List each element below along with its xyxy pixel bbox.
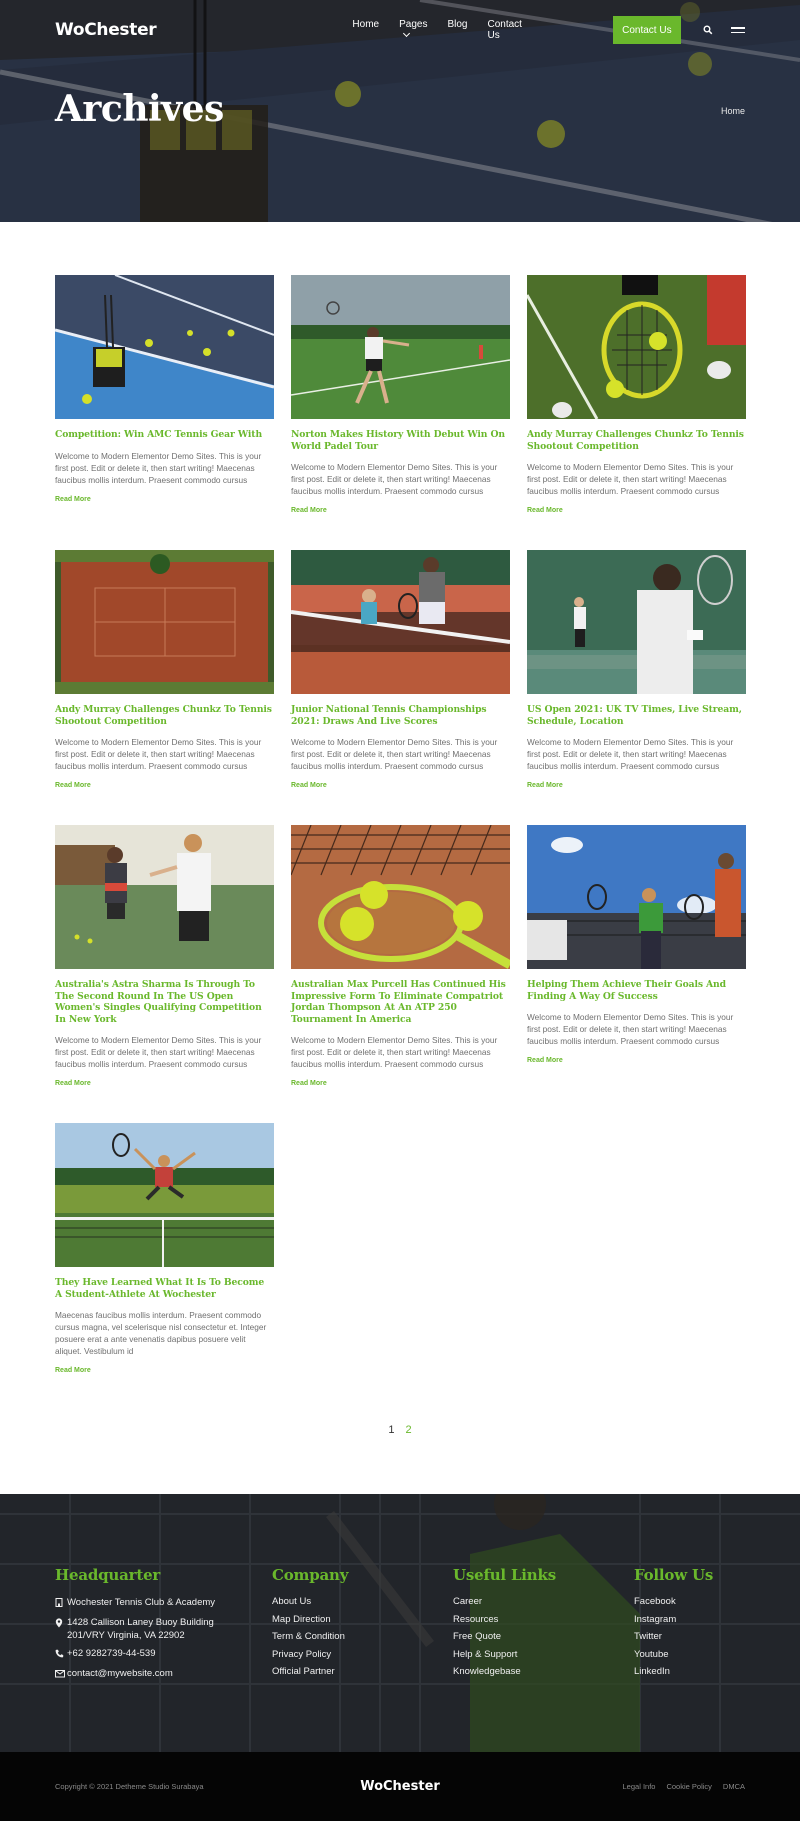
copyright-text: Copyright © 2021 Detheme Studio Surabaya (55, 1782, 204, 1791)
post-title[interactable]: Andy Murray Challenges Chunkz To Tennis Shootout Competition (55, 704, 272, 727)
nav-menu (352, 19, 522, 41)
post-thumbnail[interactable] (55, 825, 274, 969)
post-card (291, 550, 510, 791)
footer-heading: Headquarter (55, 1566, 161, 1584)
read-more-link[interactable]: Read More (291, 1080, 327, 1087)
read-more-link[interactable]: Read More (55, 782, 91, 789)
post-excerpt: Welcome to Modern Elementor Demo Sites. This is your first post. Edit or delete it, then start writing! Maecenas faucibus mollis interdum. Praesent commodo cursus (527, 462, 734, 496)
post-card (291, 275, 510, 516)
map-pin-icon (55, 1616, 67, 1632)
footer-link-knowledgebase[interactable]: Knowledgebase (453, 1666, 521, 1677)
pagination (55, 1410, 745, 1494)
footer-email-text: contact@mywebsite.com (67, 1668, 173, 1679)
post-card (527, 550, 746, 791)
site-footer (0, 1494, 800, 1752)
post-excerpt: Welcome to Modern Elementor Demo Sites. This is your first post. Edit or delete it, then start writing! Maecenas faucibus mollis interdum. Praesent commodo cursus (55, 1035, 262, 1069)
read-more-link[interactable]: Read More (527, 1057, 563, 1064)
hamburger-menu-icon[interactable] (731, 24, 745, 36)
footer-link-linkedin[interactable]: LinkedIn (634, 1666, 670, 1677)
post-card (55, 550, 274, 791)
post-title[interactable]: Australian Max Purcell Has Continued His Impressive Form To Eliminate Compatriot Jordan Thompson At An ATP 250 Tournament In America (291, 979, 506, 1025)
footer-link-instagram[interactable]: Instagram (634, 1613, 677, 1625)
footer-logo[interactable]: WoChester (360, 1779, 440, 1794)
nav-item-pages[interactable] (399, 19, 427, 41)
nav-item-contact-us[interactable]: Contact Us (487, 19, 522, 41)
site-logo[interactable]: WoChester (55, 20, 157, 40)
legal-links (623, 1782, 745, 1791)
footer-link-free-quote[interactable]: Free Quote (453, 1631, 502, 1642)
nav-item-blog[interactable]: Blog (447, 19, 468, 30)
footer-heading: Follow Us (634, 1566, 714, 1584)
post-card (55, 1123, 274, 1376)
posts-archive (0, 222, 800, 1494)
page-hero (0, 0, 800, 222)
footer-follow-us (634, 1566, 734, 1687)
footer-link-resources[interactable]: Resources (453, 1613, 499, 1625)
footer-club-name-text: Wochester Tennis Club & Academy (67, 1597, 216, 1608)
nav-item-pages-label: Pages (399, 19, 428, 30)
post-thumbnail[interactable] (55, 275, 274, 419)
phone-icon (55, 1647, 67, 1662)
footer-link-facebook[interactable]: Facebook (634, 1596, 676, 1607)
post-excerpt: Welcome to Modern Elementor Demo Sites. This is your first post. Edit or delete it, then start writing! Maecenas faucibus mollis interdum. Praesent commodo cursus (291, 462, 498, 496)
footer-address-text: 1428 Callison Laney Buoy Building 201/VRY Virginia, VA 22902 (67, 1617, 214, 1641)
footer-heading: Company (272, 1566, 349, 1584)
footer-email[interactable] (55, 1667, 272, 1682)
post-thumbnail[interactable] (291, 275, 510, 419)
footer-link-twitter[interactable]: Twitter (634, 1631, 662, 1642)
footer-club-name (55, 1596, 272, 1611)
post-card (527, 275, 746, 516)
building-icon (55, 1596, 67, 1611)
posts-grid (55, 275, 745, 1410)
footer-link-map-direction[interactable]: Map Direction (272, 1613, 331, 1625)
post-title[interactable]: Andy Murray Challenges Chunkz To Tennis Shootout Competition (527, 429, 744, 452)
chevron-down-icon (403, 30, 410, 37)
post-card (55, 825, 274, 1089)
post-title[interactable]: Norton Makes History With Debut Win On World Padel Tour (291, 429, 505, 452)
read-more-link[interactable]: Read More (55, 495, 91, 503)
footer-phone-text: +62 9282739-44-539 (67, 1648, 156, 1659)
read-more-link[interactable]: Read More (527, 782, 563, 789)
post-thumbnail[interactable] (291, 550, 510, 694)
legal-info-link[interactable]: Legal Info (622, 1782, 656, 1791)
main-navigation (55, 15, 745, 45)
post-thumbnail[interactable] (291, 825, 510, 969)
post-excerpt: Welcome to Modern Elementor Demo Sites. This is your first post. Edit or delete it, then start writing! Maecenas faucibus mollis interdum. Praesent commodo cursus (291, 737, 498, 771)
post-excerpt: Welcome to Modern Elementor Demo Sites. This is your first post. Edit or delete it, then start writing! Maecenas faucibus mollis interdum. Praesent commodo cursus (291, 1035, 498, 1069)
footer-link-official-partner[interactable]: Official Partner (272, 1666, 335, 1677)
search-icon[interactable] (703, 25, 713, 35)
post-excerpt: Welcome to Modern Elementor Demo Sites. This is your first post. Edit or delete it, then start writing! Maecenas faucibus mollis interdum. Praesent commodo cursus (527, 737, 734, 771)
post-thumbnail[interactable] (527, 275, 746, 419)
dmca-link[interactable]: DMCA (722, 1782, 745, 1791)
post-excerpt: Welcome to Modern Elementor Demo Sites. This is your first post. Edit or delete it, then start writing! Maecenas faucibus mollis interdum. Praesent commodo cursus (527, 1012, 734, 1046)
post-excerpt: Maecenas faucibus mollis interdum. Praesent commodo cursus magna, vel scelerisque nisl consectetur et. Integer posuere erat a ante venenatis dapibus posuere velit aliquet. Vestibulum id (55, 1310, 267, 1356)
page-number-current: 1 (388, 1424, 395, 1436)
post-title[interactable]: They Have Learned What It Is To Become A Student-Athlete At Wochester (55, 1277, 265, 1300)
post-excerpt: Welcome to Modern Elementor Demo Sites. This is your first post. Edit or delete it, then start writing! Maecenas faucibus mollis interdum. Praesent commodo cursus (55, 737, 262, 771)
footer-columns (55, 1566, 734, 1687)
breadcrumb[interactable]: Home (720, 106, 745, 116)
footer-link-privacy-policy[interactable]: Privacy Policy (272, 1648, 332, 1660)
footer-link-help-support[interactable]: Help & Support (453, 1648, 518, 1660)
footer-link-about-us[interactable]: About Us (272, 1596, 312, 1607)
post-card (55, 275, 274, 516)
post-card (527, 825, 746, 1089)
post-title[interactable]: Junior National Tennis Championships 2021: Draws And Live Scores (291, 704, 487, 727)
footer-company (272, 1566, 453, 1687)
read-more-link[interactable]: Read More (291, 507, 327, 514)
footer-bottom-bar (0, 1752, 800, 1821)
read-more-link[interactable]: Read More (55, 1367, 91, 1374)
post-thumbnail[interactable] (55, 1123, 274, 1267)
read-more-link[interactable]: Read More (291, 782, 327, 789)
page-number-link[interactable]: 2 (405, 1424, 412, 1436)
read-more-link[interactable]: Read More (527, 507, 563, 514)
footer-useful-links (453, 1566, 634, 1687)
post-title[interactable]: US Open 2021: UK TV Times, Live Stream, Schedule, Location (527, 704, 742, 727)
post-thumbnail[interactable] (527, 825, 746, 969)
post-thumbnail[interactable] (527, 550, 746, 694)
post-title[interactable]: Australia's Astra Sharma Is Through To The Second Round In The US Open Women's Singles Qualifying Competition In New York (55, 979, 262, 1025)
post-excerpt: Welcome to Modern Elementor Demo Sites. This is your first post. Edit or delete it, then start writing! Maecenas faucibus mollis interdum. Praesent commodo cursus (55, 450, 262, 485)
footer-link-term-condition[interactable]: Term & Condition (272, 1631, 345, 1642)
read-more-link[interactable]: Read More (55, 1080, 91, 1087)
email-icon (55, 1667, 67, 1682)
cookie-policy-link[interactable]: Cookie Policy (666, 1782, 712, 1791)
post-title[interactable]: Helping Them Achieve Their Goals And Finding A Way Of Success (527, 979, 726, 1002)
footer-link-career[interactable]: Career (453, 1596, 483, 1607)
post-title[interactable]: Competition: Win AMC Tennis Gear With (55, 429, 263, 440)
footer-link-youtube[interactable]: Youtube (634, 1648, 669, 1660)
nav-item-home[interactable]: Home (352, 19, 380, 30)
footer-heading: Useful Links (453, 1566, 556, 1584)
contact-us-button[interactable]: Contact Us (613, 16, 681, 44)
post-thumbnail[interactable] (55, 550, 274, 694)
post-card (291, 825, 510, 1089)
page-title: Archives (55, 88, 224, 130)
footer-phone[interactable] (55, 1647, 272, 1662)
footer-headquarter (55, 1566, 272, 1687)
footer-address (55, 1616, 272, 1642)
